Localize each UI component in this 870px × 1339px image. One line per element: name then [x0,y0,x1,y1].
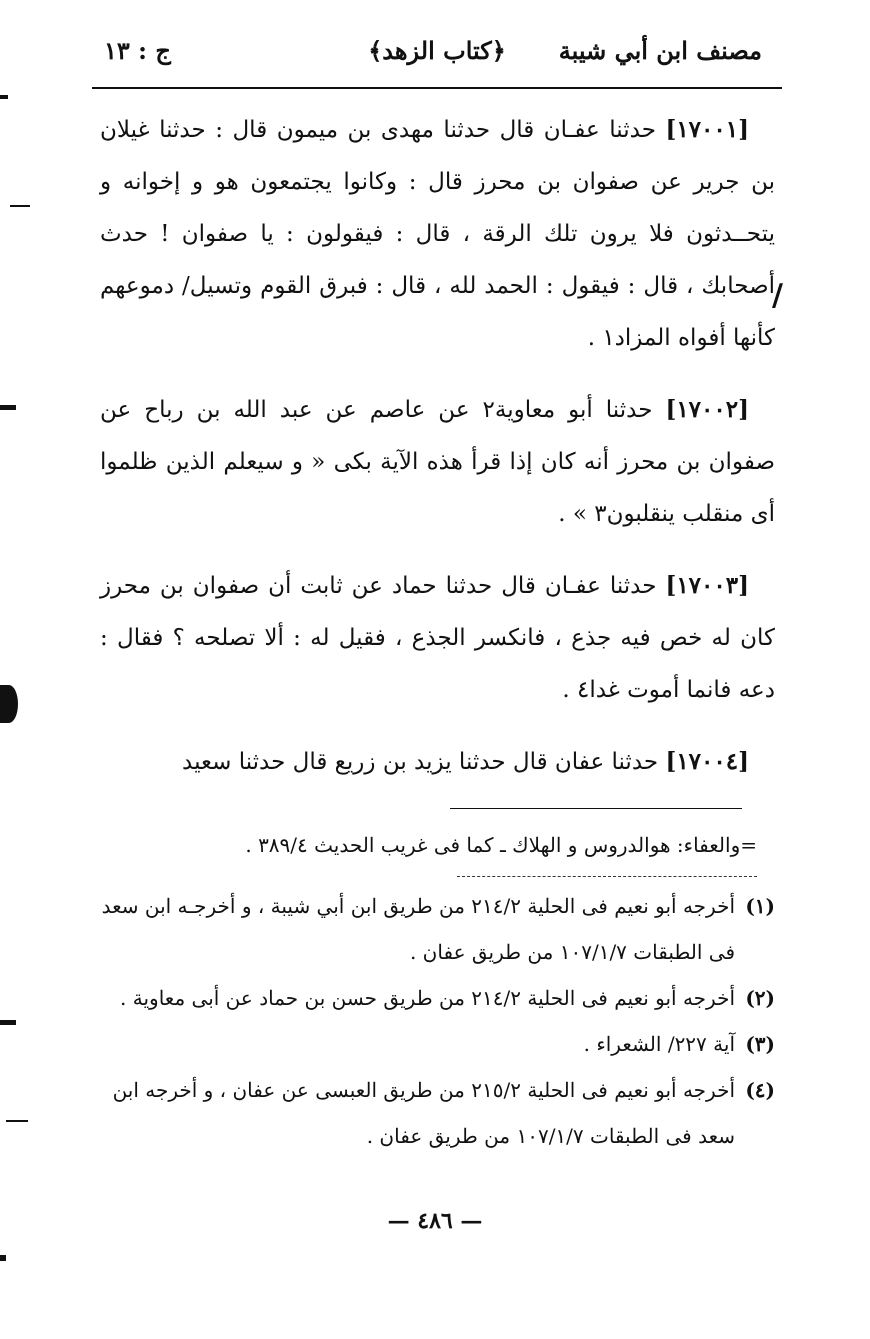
footnote [100,1067,775,1159]
scan-mark [0,1255,6,1261]
hadith-text: حدثنا أبو معاوية٢ عن عاصم عن عبد الله بن رباح عن صفوان بن محرز أنه كان إذا قرأ هذه الآية بكى « و سيعلم الذين ظلموا أى منقلب ينقلبون٣ » . [100,397,775,527]
hadith-paragraph [100,736,775,788]
footnote-number: (١) [745,894,775,918]
footnote [100,975,775,1021]
hadith-text: حدثنا عفـان قال حدثنا مهدى بن ميمون قال : حدثنا غيلان بن جرير عن صفوان بن محرز قال : وكانوا يجتمعون هو و إخوانه و يتحــدثون فلا يرون تلك الرقة ، قال : فيقولون : يا صفوان ! حدث أصحابك ، قال : فيقول : الحمد لله ، قال : فبرق القوم وتسيل/ دموعهم كأنها أفواه المزاد١ . [100,117,775,351]
hadith-paragraph [100,384,775,540]
hadith-number: [١٧٠٠١] [665,116,749,143]
footnote-continuation: =والعفاء: هوالدروس و الهلاك ـ كما فى غريب الحديث ٣٨٩/٤ . [245,833,757,857]
footnote-separator [450,808,742,809]
margin-page-mark: / [772,278,783,313]
hadith-number: [١٧٠٠٢] [665,396,749,423]
footnote-text: أخرجه أبو نعيم فى الحلية ٢١٥/٢ من طريق العبسى عن عفان ، و أخرجه ابن سعد فى الطبقات ١٠٧/١/٧ من طريق عفان . [112,1078,735,1148]
footnote-number: (٣) [745,1032,775,1056]
scan-mark [0,405,16,410]
footnote-text: آية ٢٢٧/ الشعراء . [583,1032,735,1056]
hadith-number: [١٧٠٠٤] [665,748,749,775]
main-text [100,104,775,808]
volume-number: ج : ١٣ [104,36,171,65]
scan-mark [0,95,8,99]
header-rule [92,87,782,89]
page-header [92,30,782,84]
hadith-paragraph [100,560,775,716]
book-title: مصنف ابن أبي شيبة [558,36,762,65]
footnote-number: (٢) [745,986,775,1010]
footnote-number: (٤) [745,1078,775,1102]
footnote-text: أخرجه أبو نعيم فى الحلية ٢١٤/٢ من طريق حسن بن حماد عن أبى معاوية . [120,986,735,1010]
hadith-paragraph [100,104,775,364]
scan-mark [6,1120,28,1122]
hadith-text: حدثنا عفـان قال حدثنا حماد عن ثابت أن صفوان بن محرز كان له خص فيه جذع ، فانكسر الجذع ، فقيل له : ألا تصلحه ؟ فقال : دعه فانما أموت غدا٤ . [100,573,775,703]
scan-mark [10,205,30,207]
footnote-text: أخرجه أبو نعيم فى الحلية ٢١٤/٢ من طريق ابن أبي شيبة ، و أخرجـه ابن سعد فى الطبقات ١٠٧/١/٧ من طريق عفان . [101,894,735,964]
footnote-divider [457,876,757,877]
page-number: — ٤٨٦ — [387,1208,483,1234]
hadith-number: [١٧٠٠٣] [665,572,749,599]
footnote [100,1021,775,1067]
scan-mark [0,685,18,723]
scan-mark [0,1020,16,1025]
hadith-text: حدثنا عفان قال حدثنا يزيد بن زريع قال حدثنا سعيد [182,749,666,775]
footnotes [100,822,775,1159]
footnote [100,883,775,975]
chapter-title: ﴿كتاب الزهد﴾ [368,36,506,65]
